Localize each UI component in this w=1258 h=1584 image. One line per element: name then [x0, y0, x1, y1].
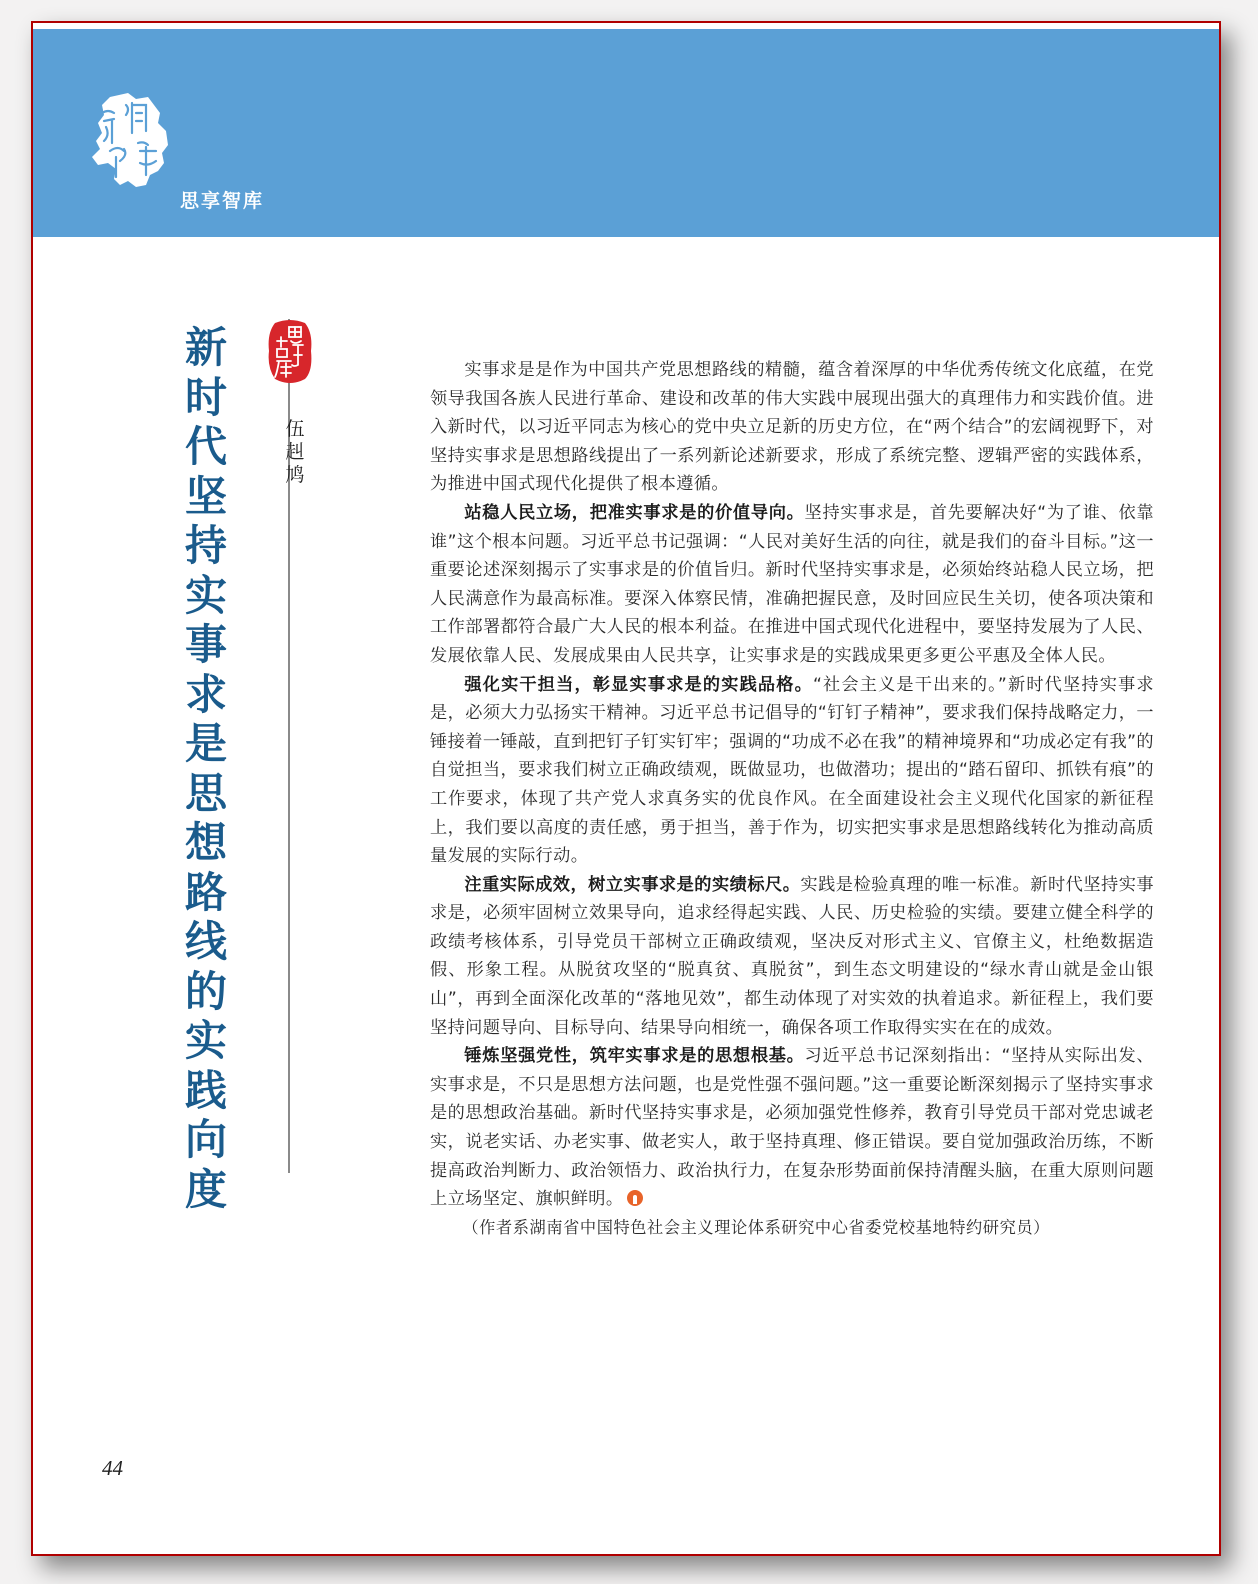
- article-body: [430, 356, 1154, 1242]
- paragraph-intro: [430, 356, 1154, 499]
- title-char: 思: [184, 768, 227, 818]
- title-char: 求: [184, 669, 227, 719]
- title-char: 度: [184, 1164, 227, 1214]
- title-char: 的: [184, 966, 227, 1016]
- title-char: 线: [184, 917, 227, 966]
- author-char: 赳: [285, 441, 305, 463]
- hunan-map-logo-icon: [88, 91, 174, 189]
- section-heading: 站稳人民立场，把准实事求是的价值导向。: [464, 502, 805, 523]
- paragraph-text: 实践是检验真理的唯一标准。新时代坚持实事求是，必须牢固树立效果导向，追求经得起实践、人民、历史检验的实绩。要建立健全科学的政绩考核体系，引导党员干部树立正确政绩观，坚决反对形式主义、官僚主义，杜绝数据造假、形象工程。从脱贫攻坚的“脱真贫、真脱贫”，到生态文明建设的“绿水青山就是金山银山”，再到全面深化改革的“落地见效”，都生动体现了对实效的执着追求。新征程上，我们要坚持问题导向、目标导向、结果导向相统一，确保各项工作取得实实在在的成效。: [430, 874, 1154, 1038]
- title-char: 时: [184, 372, 227, 422]
- title-char: 坚: [184, 471, 227, 521]
- header-banner: [33, 29, 1219, 237]
- article-title: [181, 323, 231, 1214]
- paragraph-section-1: [430, 499, 1154, 671]
- section-heading: 注重实际成效，树立实事求是的实绩标尺。: [464, 874, 801, 895]
- paragraph-section-3: [430, 871, 1154, 1043]
- magazine-page: [31, 21, 1221, 1556]
- author-note: （作者系湖南省中国特色社会主义理论体系研究中心省委党校基地特约研究员）: [462, 1217, 1050, 1237]
- paragraph-text: 实事求是是作为中国共产党思想路线的精髓，蕴含着深厚的中华优秀传统文化底蕴，在党领导我国各族人民进行革命、建设和改革的伟大实践中展现出强大的真理伟力和实践价值。进入新时代，以习近平同志为核心的党中央立足新的历史方位，在“两个结合”的宏阔视野下，对坚持实事求是思想路线提出了一系列新论述新要求，形成了系统完整、逻辑严密的实践体系，为推进中国式现代化提供了根本遵循。: [430, 360, 1154, 495]
- title-char: 新: [184, 323, 227, 372]
- author-char: 伍: [285, 418, 305, 440]
- title-char: 代: [184, 422, 227, 471]
- section-label: 思享智库: [180, 190, 265, 212]
- section-heading: 强化实干担当，彰显实事求是的实践品格。: [464, 674, 813, 695]
- title-char: 践: [184, 1065, 227, 1115]
- end-of-article-icon: [627, 1190, 643, 1206]
- paragraph-section-4: [430, 1042, 1154, 1214]
- section-heading: 锤炼坚强党性，筑牢实事求是的思想根基。: [464, 1046, 805, 1067]
- page-number: 44: [102, 1456, 123, 1480]
- title-char: 实: [184, 570, 227, 620]
- author-name: [284, 418, 306, 487]
- paragraph-section-2: [430, 671, 1154, 871]
- title-char: 持: [184, 521, 227, 570]
- title-char: 路: [184, 867, 227, 917]
- title-char: 事: [184, 620, 227, 669]
- author-char: 鸠: [285, 464, 305, 486]
- title-char: 想: [184, 818, 227, 867]
- paragraph-text: 习近平总书记深刻指出：“坚持从实际出发、实事求是，不只是思想方法问题，也是党性强不强问题。”这一重要论断深刻揭示了坚持实事求是的思想政治基础。新时代坚持实事求是，必须加强党性修养，教育引导党员干部对党忠诚老实，说老实话、办老实事、做老实人，敢于坚持真理、修正错误。要自觉加强政治历练，不断提高政治判断力、政治领悟力、政治执行力，在复杂形势面前保持清醒头脑，在重大原则问题上立场坚定、旗帜鲜明。: [430, 1046, 1154, 1210]
- paragraph-text: “社会主义是干出来的。”新时代坚持实事求是，必须大力弘扬实干精神。习近平总书记倡导的“钉钉子精神”，要求我们保持战略定力，一锤接着一锤敲，直到把钉子钉实钉牢；强调的“功成不必在我”的精神境界和“功成必定有我”的自觉担当，要求我们树立正确政绩观，既做显功，也做潜功；提出的“踏石留印、抓铁有痕”的工作要求，体现了共产党人求真务实的优良作风。在全面建设社会主义现代化国家的新征程上，我们要以高度的责任感，勇于担当，善于作为，切实把实事求是思想路线转化为推动高质量发展的实际行动。: [430, 674, 1154, 867]
- title-char: 向: [184, 1115, 227, 1164]
- paragraph-text: 坚持实事求是，首先要解决好“为了谁、依靠谁”这个根本问题。习近平总书记强调：“人民对美好生活的向往，就是我们的奋斗目标。”这一重要论述深刻揭示了实事求是的价值旨归。新时代坚持实事求是，必须始终站稳人民立场，把人民满意作为最高标准。要深入体察民情，准确把握民意，及时回应民生关切，使各项决策和工作部署都符合最广大人民的根本利益。在推进中国式现代化进程中，要坚持发展为了人民、发展依靠人民、发展成果由人民共享，让实事求是的实践成果更多更公平惠及全体人民。: [430, 502, 1154, 666]
- seal-stamp-icon: [267, 319, 313, 385]
- title-char: 实: [184, 1016, 227, 1065]
- title-char: 是: [184, 719, 227, 768]
